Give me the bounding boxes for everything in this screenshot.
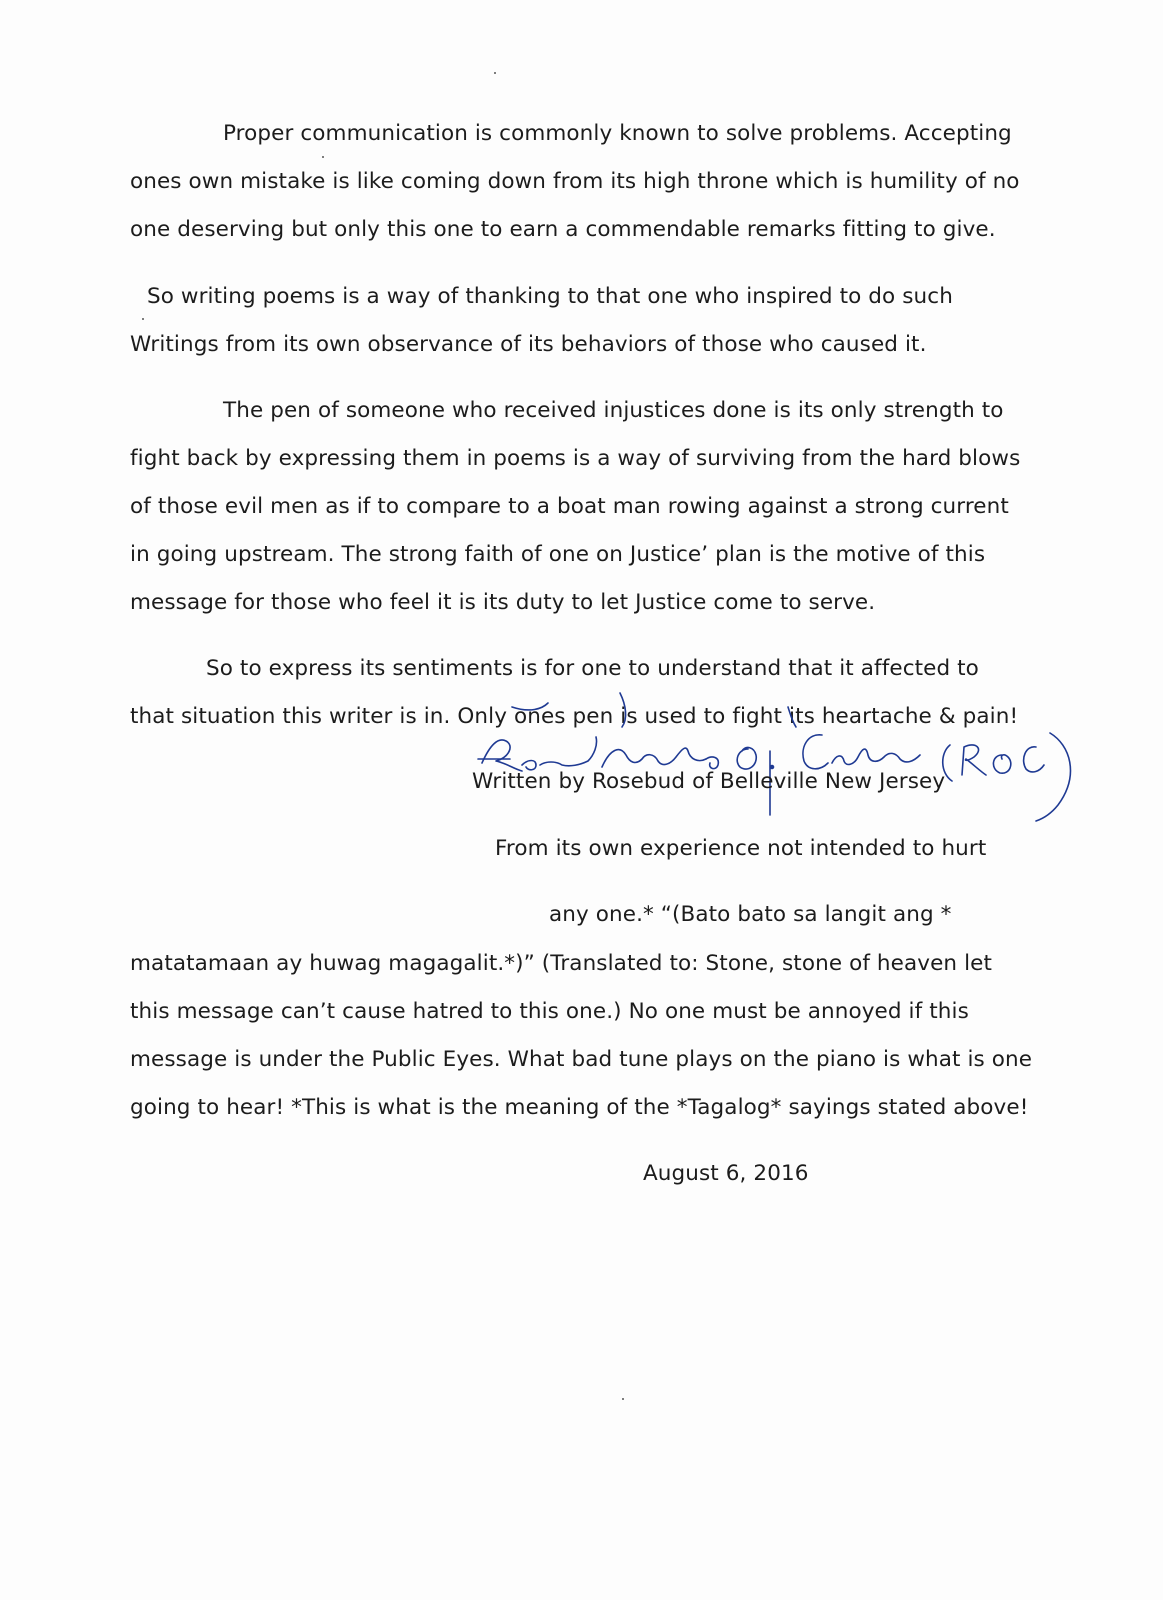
paragraph-3-line-2: fight back by expressing them in poems is a way of surviving from the hard blows (130, 446, 1021, 471)
paragraph-1-line-2: ones own mistake is like coming down from its high throne which is humility of no (130, 169, 1020, 194)
scan-speck (622, 1398, 624, 1400)
paragraph-4-line-1: So to express its sentiments is for one to understand that it affected to (206, 656, 979, 681)
paragraph-1-line-3: one deserving but only this one to earn a commendable remarks fitting to give. (130, 217, 996, 242)
paragraph-3-line-5: message for those who feel it is its duty to let Justice come to serve. (130, 590, 876, 615)
paragraph-5-line-4: this message can’t cause hatred to this one.) No one must be annoyed if this (130, 999, 969, 1024)
paragraph-5-line-1: From its own experience not intended to hurt (495, 836, 987, 861)
scan-speck (322, 156, 324, 158)
scan-speck (142, 318, 144, 320)
paragraph-3-line-4: in going upstream. The strong faith of one on Justice’ plan is the motive of this (130, 542, 986, 567)
paragraph-1-line-1: Proper communication is commonly known to solve problems. Accepting (223, 121, 1012, 146)
paragraph-2-line-2: Writings from its own observance of its behaviors of those who caused it. (130, 332, 927, 357)
paragraph-5-line-2: any one.* “(Bato bato sa langit ang * (549, 902, 952, 927)
paragraph-5-line-6: going to hear! *This is what is the meaning of the *Tagalog* sayings stated above! (130, 1095, 1029, 1120)
paragraph-5-line-3: matatamaan ay huwag magagalit.*)” (Translated to: Stone, stone of heaven let (130, 951, 993, 976)
signature-byline: Written by Rosebud of Belleville New Jersey (472, 769, 946, 794)
paragraph-3-line-1: The pen of someone who received injustices done is its only strength to (223, 398, 1004, 423)
paragraph-5-line-5: message is under the Public Eyes. What bad tune plays on the piano is what is one (130, 1047, 1033, 1072)
document-date: August 6, 2016 (643, 1161, 809, 1186)
paragraph-4-line-2: that situation this writer is in. Only ones pen is used to fight its heartache & pain! (130, 704, 1019, 729)
paragraph-2-line-1: So writing poems is a way of thanking to that one who inspired to do such (147, 284, 953, 309)
scan-speck (494, 72, 496, 74)
paragraph-3-line-3: of those evil men as if to compare to a boat man rowing against a strong current (130, 494, 1009, 519)
